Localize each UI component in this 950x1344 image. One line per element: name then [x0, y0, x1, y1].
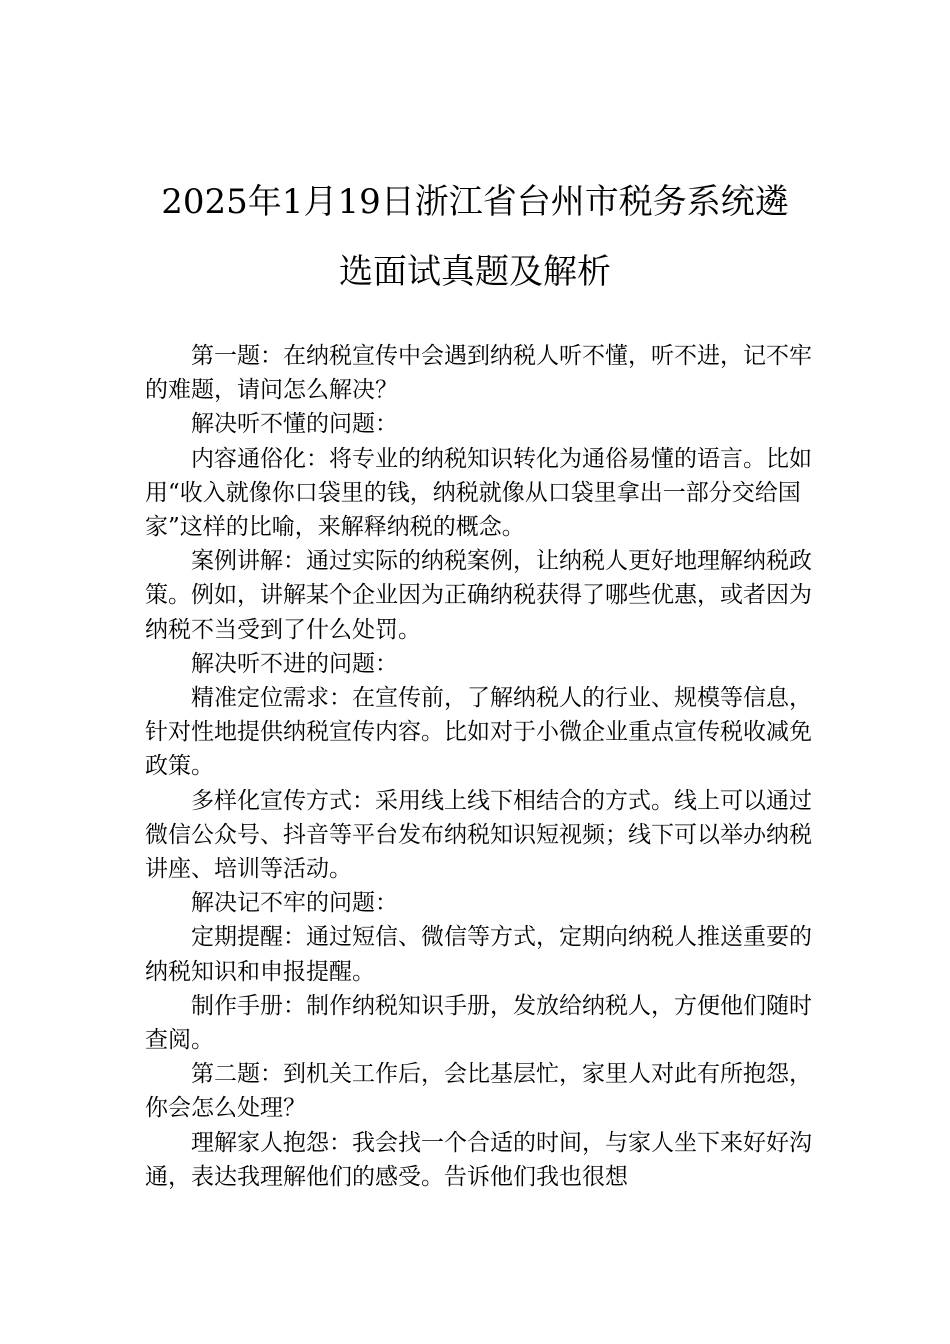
- section-heading: 解决听不懂的问题：: [191, 411, 398, 438]
- document-title-line-1: 2025年1月19日浙江省台州市税务系统遴: [161, 182, 789, 222]
- body-paragraph: 精准定位需求：在宣传前，了解纳税人的行业、规模等信息，针对性地提供纳税宣传内容。比如对于小微企业重点宣传税收减免政策。: [145, 685, 812, 780]
- question-2: 第二题：到机关工作后，会比基层忙，家里人对此有所抱怨，你会怎么处理？: [145, 1061, 812, 1122]
- document-body: [145, 339, 820, 1194]
- section-heading: 解决记不牢的问题：: [191, 890, 398, 917]
- body-paragraph: 定期提醒：通过短信、微信等方式，定期向纳税人推送重要的纳税知识和申报提醒。: [145, 924, 812, 985]
- body-paragraph: 内容通俗化：将专业的纳税知识转化为通俗易懂的语言。比如用“收入就像你口袋里的钱，纳税就像从口袋里拿出一部分交给国家”这样的比喻，来解释纳税的概念。: [145, 445, 812, 541]
- section-heading: 解决听不进的问题：: [191, 650, 398, 677]
- body-paragraph: 制作手册：制作纳税知识手册，发放给纳税人，方便他们随时查阅。: [145, 992, 812, 1054]
- body-paragraph: 多样化宣传方式：采用线上线下相结合的方式。线上可以通过微信公众号、抖音等平台发布纳税知识短视频；线下可以举办纳税讲座、培训等活动。: [145, 787, 812, 883]
- body-paragraph: 理解家人抱怨：我会找一个合适的时间，与家人坐下来好好沟通，表达我理解他们的感受。告诉他们我也很想: [145, 1129, 812, 1190]
- body-paragraph: 案例讲解：通过实际的纳税案例，让纳税人更好地理解纳税政策。例如，讲解某个企业因为正确纳税获得了哪些优惠，或者因为纳税不当受到了什么处罚。: [145, 548, 812, 643]
- question-1: 第一题：在纳税宣传中会遇到纳税人听不懂，听不进，记不牢的难题，请问怎么解决？: [145, 343, 812, 404]
- document-title-line-2: 选面试真题及解析: [339, 252, 611, 292]
